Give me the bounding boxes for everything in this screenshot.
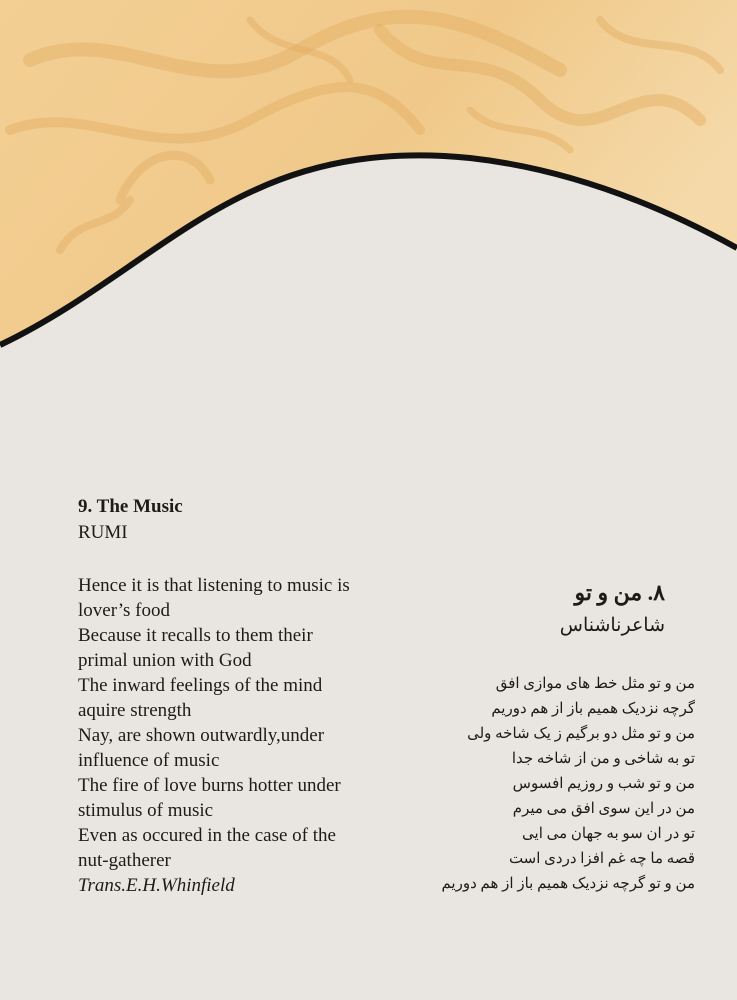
persian-poem-line: من و تو مثل دو برگیم ز یک شاخه ولی <box>467 726 695 742</box>
english-poem-line: Hence it is that listening to music is <box>78 575 350 596</box>
persian-poem-line: من و تو گرچه نزدیک همیم باز از هم دوریم <box>441 876 695 892</box>
english-poem-line: Even as occured in the case of the <box>78 825 336 846</box>
persian-poem-line: تو در ان سو به جهان می ایی <box>522 826 695 842</box>
english-poem <box>78 573 408 898</box>
english-poem-title: 9. The Music <box>78 496 183 517</box>
english-poem-line: The fire of love burns hotter under <box>78 775 341 796</box>
english-poem-line: The inward feelings of the mind <box>78 675 323 696</box>
english-poem-line: lover’s food <box>78 600 170 621</box>
decorative-header <box>0 0 737 360</box>
english-poem-line: Because it recalls to them their <box>78 625 313 646</box>
english-poem-author: RUMI <box>78 522 128 543</box>
persian-poem <box>375 672 695 897</box>
persian-poem-line: قصه ما چه غم افزا دردی است <box>508 851 695 867</box>
persian-poem-line: من و تو مثل خط های موازی افق <box>495 676 695 692</box>
english-poem-line: influence of music <box>78 750 220 771</box>
translator-credit: Trans.E.H.Whinfield <box>78 875 235 896</box>
english-poem-line: stimulus of music <box>78 800 214 821</box>
persian-poem-line: گرچه نزدیک همیم باز از هم دوریم <box>491 701 695 717</box>
english-poem-line: nut-gatherer <box>78 850 171 871</box>
english-poem-line: aquire strength <box>78 700 192 721</box>
persian-poem-title: ۸. من و تو <box>574 580 665 605</box>
persian-poem-line: تو به شاخی و من از شاخه جدا <box>511 751 695 767</box>
english-poem-line: primal union with God <box>78 650 252 671</box>
persian-poem-line: من در این سوی افق می میرم <box>512 801 695 817</box>
persian-poem-author: شاعرناشناس <box>559 615 665 636</box>
persian-poem-line: من و تو شب و روزیم افسوس <box>512 776 695 792</box>
english-poem-line: Nay, are shown outwardly,under <box>78 725 325 746</box>
